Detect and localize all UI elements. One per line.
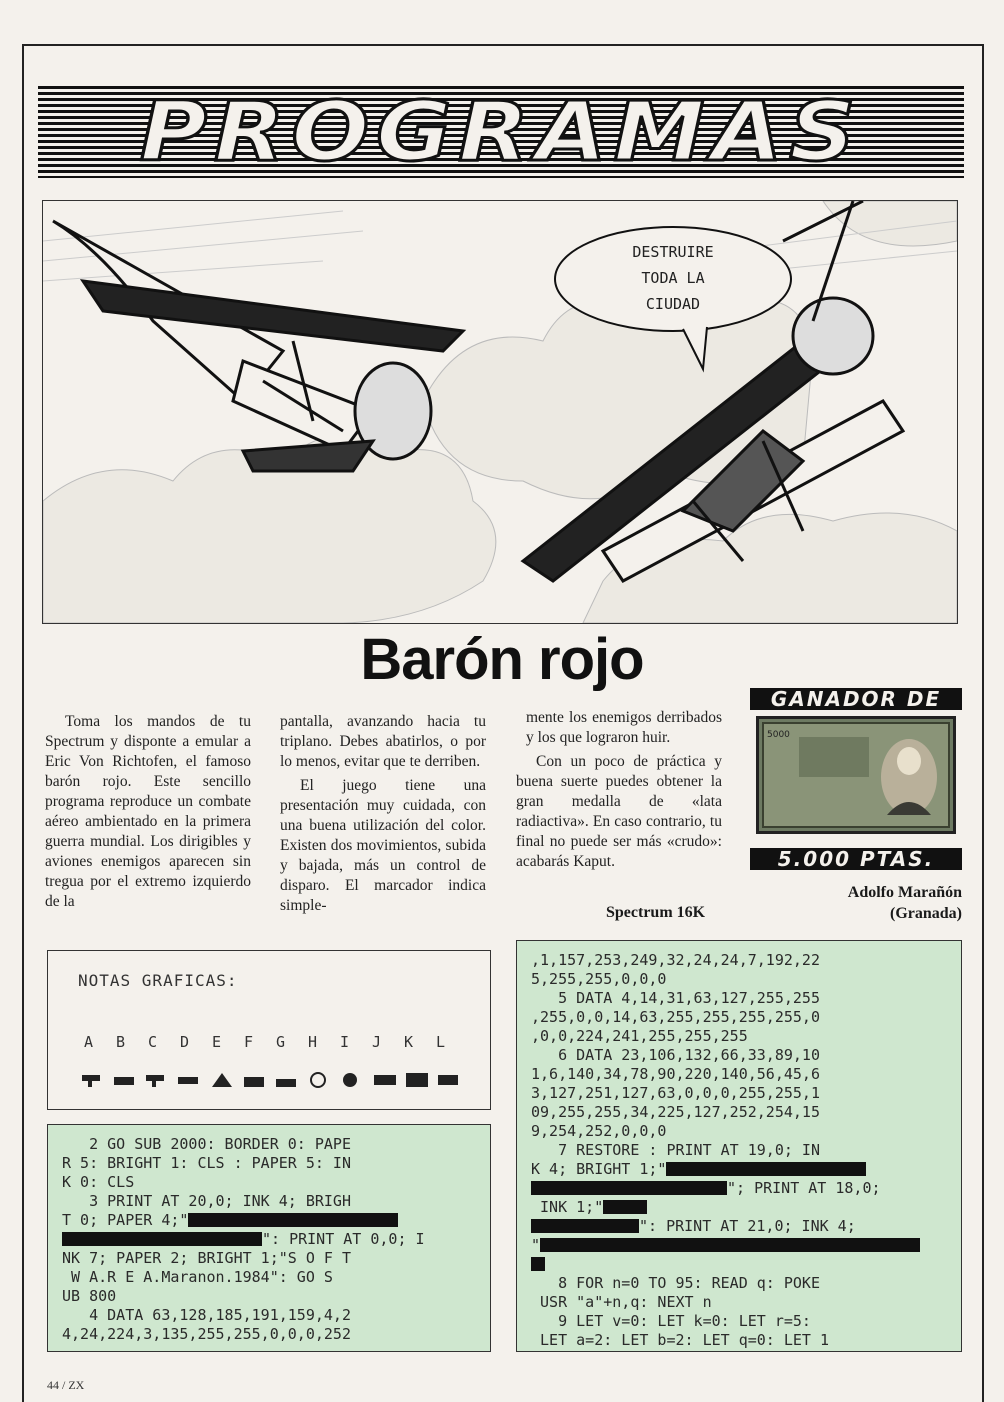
code-line: R 5: BRIGHT 1: CLS : PAPER 5: IN [62,1154,351,1172]
article-column-2 [280,712,486,916]
graphic-notes-title: NOTAS GRAFICAS: [78,971,238,990]
column-2-text-a: pantalla, avanzando hacia tu triplano. Debes abatirlos, o por lo menos, evitar que te derriben. [280,713,486,770]
code-fragment: "; PRINT AT 18,0; [727,1179,881,1197]
column-3-text-a: mente los enemigos derribados y los que lograron huir. [526,709,722,746]
code-line: W A.R E A.Maranon.1984": GO S [62,1268,333,1286]
column-3-text-b: Con un poco de práctica y buena suerte puedes obtener la gran medalla de «lata radiactiva». En caso contrario, tu final no puede ser más «crudo»: acabarás Kaput. [516,753,722,870]
code-line: 6 DATA 23,106,132,66,33,89,10 [531,1046,820,1064]
udg-block-bar [540,1238,920,1252]
programas-banner [38,86,964,178]
code-line: 5,255,255,0,0,0 [531,970,667,988]
graphic-letter: G [276,1033,286,1051]
page-number: 44 / ZX [47,1378,85,1392]
graphic-letter: D [180,1033,190,1051]
graphic-notes-box [47,950,491,1110]
speech-line-2: TODA LA [641,269,705,287]
code-line: 4 DATA 63,128,185,191,159,4,2 [62,1306,351,1324]
code-line: K 0: CLS [62,1173,135,1191]
udg-block-bar [531,1219,639,1233]
code-line: 9,254,252,0,0,0 [531,1122,667,1140]
code-line [531,1198,947,1217]
code-line [531,1179,947,1198]
code-line [531,1236,947,1255]
platform-label: Spectrum 16K [606,904,706,921]
code-fragment: " [531,1236,541,1254]
code-fragment: INK 1;" [531,1198,604,1216]
author-city: (Granada) [890,905,962,922]
author-name: Adolfo Marañón [847,884,962,901]
code-listing-right [516,940,962,1352]
code-line: ,255,0,0,14,63,255,255,255,255,0 [531,1008,820,1026]
prize-top-label: GANADOR DE [750,688,962,710]
code-line: ,1,157,253,249,32,24,24,7,192,22 [531,951,820,969]
section-title: PROGRAMAS [139,86,863,178]
graphic-letter: F [244,1033,254,1051]
code-line [531,1217,947,1236]
udg-block-bar [531,1257,545,1271]
graphic-sprites-row [82,1069,482,1091]
code-line: 4,24,224,3,135,255,255,0,0,0,252 [62,1325,351,1343]
code-line [531,1160,947,1179]
graphic-letters-row [84,1033,468,1051]
prize-box [750,688,962,872]
code-line: NK 7; PAPER 2; BRIGHT 1;"S O F T [62,1249,351,1267]
column-1-text: Toma los mandos de tu Spectrum y disponte a emular a Eric Von Richtofen, el famoso barón rojo. Este sencillo programa reproduce un combate aéreo ambientado en la primera guerra mundial. Los dirigibles y aviones enemigos aparecen sin tregua por el extremo izquierdo de la [45,713,251,910]
code-fragment: ": PRINT AT 21,0; INK 4; [639,1217,856,1235]
speech-line-1: DESTRUIRE [632,243,714,261]
biplane-illustration [42,200,958,624]
code-line: USR "a"+n,q: NEXT n [531,1293,712,1311]
code-line [531,1255,947,1274]
graphic-letter: K [404,1033,414,1051]
graphic-letter: L [436,1033,446,1051]
code-fragment: K 4; BRIGHT 1;" [531,1160,667,1178]
graphic-letter: I [340,1033,350,1051]
graphic-letter: H [308,1033,318,1051]
banknote-value-text: 5000 [767,730,790,740]
code-line: ,0,0,224,241,255,255,255 [531,1027,748,1045]
column-2-text-b: El juego tiene una presentación muy cuidada, con una buena utilización del color. Existen dos movimientos, subida y bajada, más un control de disparo. El marcador indica simple- [280,777,486,914]
code-line: 3,127,251,127,63,0,0,0,255,255,1 [531,1084,820,1102]
speech-line-3: CIUDAD [645,295,701,313]
udg-block-bar [188,1213,398,1227]
code-line: 1,6,140,34,78,90,220,140,56,45,6 [531,1065,820,1083]
code-line: 8 FOR n=0 TO 95: READ q: POKE [531,1274,820,1292]
code-line: LET a=2: LET b=2: LET q=0: LET 1 [531,1331,830,1349]
udg-block-bar [603,1200,647,1214]
banknote-image [756,716,956,834]
code-fragment: ": PRINT AT 0,0; I [262,1230,425,1248]
code-line: 5 DATA 4,14,31,63,127,255,255 [531,989,820,1007]
author-credit [790,882,962,924]
code-listing-left [47,1124,491,1352]
banknote-drawing [759,719,953,831]
graphic-letter: C [148,1033,158,1051]
graphic-letter: E [212,1033,222,1051]
code-line: 7 RESTORE : PRINT AT 19,0; IN [531,1141,820,1159]
udg-block-bar [666,1162,866,1176]
udg-block-bar [62,1232,262,1246]
biplane-drawing [43,201,957,623]
udg-block-bar [531,1181,727,1195]
graphic-letter: A [84,1033,94,1051]
code-line: UB 800 [62,1287,117,1305]
code-line [62,1230,476,1249]
graphic-letter: B [116,1033,126,1051]
code-line [62,1211,476,1230]
article-title: Barón rojo [360,627,644,692]
prize-bottom-label: 5.000 PTAS. [750,848,962,870]
code-line: 9 LET v=0: LET k=0: LET r=5: [531,1312,811,1330]
code-line: 09,255,255,34,225,127,252,254,15 [531,1103,820,1121]
code-fragment: T 0; PAPER 4;" [62,1211,189,1229]
code-line: 3 PRINT AT 20,0; INK 4; BRIGH [62,1192,351,1210]
article-column-3 [516,708,722,872]
article-column-1 [45,712,251,912]
code-line: 2 GO SUB 2000: BORDER 0: PAPE [62,1135,351,1153]
graphic-letter: J [372,1033,382,1051]
